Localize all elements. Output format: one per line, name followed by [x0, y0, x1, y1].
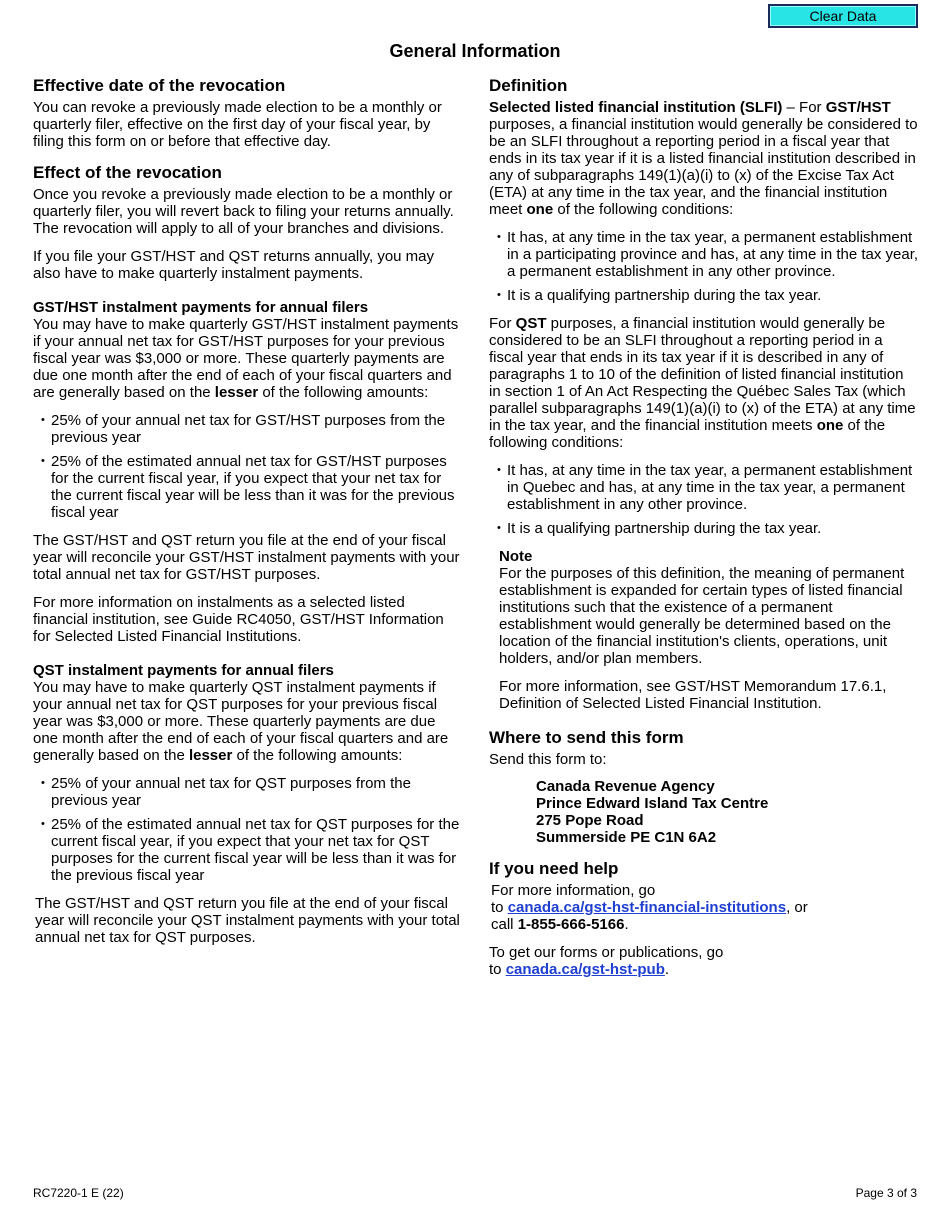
- page-title: General Information: [389, 41, 561, 61]
- text-span: to: [491, 899, 508, 916]
- one-bold: one: [816, 417, 844, 434]
- note-more-info: For more information, see GST/HST Memorandum 17.6.1, Definition of Selected Listed Financial Institution.: [499, 678, 887, 712]
- text-span: You may have to make quarterly QST instalment payments if your annual net tax for QST purposes for your previous fiscal year was $3,000 or more. These quarterly payments are due one month after the end of each of your fiscal quarters and are generally based on the: [33, 679, 449, 764]
- text-span: .: [624, 916, 629, 933]
- text-span: call: [491, 916, 518, 933]
- one-bold: one: [526, 201, 554, 218]
- text-span: , or: [786, 899, 808, 916]
- text-span: of the following conditions:: [489, 417, 886, 451]
- text-span: .: [664, 961, 670, 978]
- effect-revocation-section: [33, 163, 463, 282]
- help-heading: If you need help: [489, 859, 619, 878]
- publications-link[interactable]: canada.ca/gst-hst-pub: [505, 961, 665, 978]
- text-span: purposes, a financial institution would generally be considered to be an SLFI throughout a reporting period in a fiscal year that ends in its tax year if it is described in any of paragraphs 1 to 10 of the definition of listed financial institution in section 1 of An Act Respecting the Québec Sales Tax (which parallel subparagraphs 149(1)(a)(i) to (x) of the ETA) at any time in the tax year, and the financial institution meets: [489, 315, 916, 434]
- list-item: • 25% of the estimated annual net tax for GST/HST purposes for the current fiscal year, if you expect that your net tax for the current fiscal year will be less than it was for the previous fiscal year: [33, 453, 463, 521]
- qst-reconcile-text: The GST/HST and QST return you file at the end of your fiscal year will reconcile your QST instalment payments with your total annual net tax for QST purposes.: [35, 895, 460, 946]
- slfi-qst-text: [489, 315, 919, 451]
- text-span: For more information, go: [491, 882, 656, 899]
- effective-date-section: [33, 76, 463, 150]
- mailing-address: [489, 778, 919, 846]
- list-item: • 25% of the estimated annual net tax for QST purposes for the current fiscal year, if you expect that your net tax for QST purposes for the current fiscal year will be less than it was for the previous fiscal year: [33, 816, 463, 884]
- send-intro: Send this form to:: [489, 751, 607, 768]
- list-item: • It has, at any time in the tax year, a permanent establishment in Quebec and has, at any time in the tax year, a permanent establishment in any other province.: [489, 462, 919, 513]
- help-info-text: [489, 882, 919, 933]
- form-id: RC7220-1 E (22): [33, 1186, 124, 1200]
- gst-bold: GST/HST: [825, 99, 891, 116]
- effective-date-heading: Effective date of the revocation: [33, 76, 286, 95]
- text-span: of the following amounts:: [258, 384, 429, 401]
- qst-instalment-section: [33, 662, 463, 946]
- gst-instalment-text: [33, 316, 463, 401]
- qst-instalment-list: [33, 775, 463, 884]
- qst-conditions-list: [489, 462, 919, 537]
- right-column: [489, 76, 919, 989]
- slfi-term: Selected listed financial institution (SLFI): [489, 99, 783, 116]
- note-block: [489, 548, 919, 712]
- list-item: • It has, at any time in the tax year, a permanent establishment in a participating province and has, at any time in the tax year, a permanent establishment in any other province.: [489, 229, 919, 280]
- address-line: 275 Pope Road: [536, 812, 644, 829]
- gst-instalment-heading: GST/HST instalment payments for annual filers: [33, 299, 369, 316]
- where-to-send-section: [489, 728, 919, 846]
- gst-instalment-section: [33, 299, 463, 645]
- text-span: – For: [782, 99, 826, 116]
- gst-reconcile-text: The GST/HST and QST return you file at the end of your fiscal year will reconcile your GST/HST instalment payments with your total annual net tax for GST/HST purposes.: [33, 532, 460, 583]
- address-line: Summerside PE C1N 6A2: [536, 829, 717, 846]
- effect-revocation-text: Once you revoke a previously made election to be a monthly or quarterly filer, you will revert back to filing your returns annually. The revocation will apply to all of your branches and divisions.: [33, 186, 454, 237]
- text-span: of the following amounts:: [232, 747, 403, 764]
- effect-revocation-heading: Effect of the revocation: [33, 163, 222, 182]
- financial-institutions-link[interactable]: canada.ca/gst-hst-financial-institutions: [507, 899, 787, 916]
- where-to-send-heading: Where to send this form: [489, 728, 684, 747]
- list-item: • It is a qualifying partnership during the tax year.: [489, 287, 919, 304]
- phone-number: 1-855-666-5166: [517, 916, 625, 933]
- effective-date-text: You can revoke a previously made election to be a monthly or quarterly filer, effective on the first day of your fiscal year, by filing this form on or before that effective day.: [33, 99, 442, 150]
- left-column: [33, 76, 463, 957]
- slfi-gst-text: [489, 99, 919, 218]
- address-line: Canada Revenue Agency: [536, 778, 715, 795]
- text-span: You may have to make quarterly GST/HST instalment payments if your annual net tax for GST/HST purposes for your previous fiscal year was $3,000 or more. These quarterly payments are due one month after the end of each of your fiscal quarters and are generally based on the: [33, 316, 459, 401]
- qst-instalment-text: [33, 679, 463, 764]
- definition-heading: Definition: [489, 76, 568, 95]
- list-item: • It is a qualifying partnership during the tax year.: [489, 520, 919, 537]
- annual-filing-text: If you file your GST/HST and QST returns annually, you may also have to make quarterly instalment payments.: [33, 248, 435, 282]
- page-number: Page 3 of 3: [855, 1186, 917, 1200]
- text-span: For: [489, 315, 516, 332]
- lesser-bold: lesser: [214, 384, 259, 401]
- list-item: • 25% of your annual net tax for GST/HST purposes from the previous year: [33, 412, 463, 446]
- gst-conditions-list: [489, 229, 919, 304]
- qst-instalment-heading: QST instalment payments for annual filers: [33, 662, 334, 679]
- definition-section: [489, 76, 919, 712]
- address-line: Prince Edward Island Tax Centre: [536, 795, 769, 812]
- help-section: [489, 859, 919, 978]
- note-heading: Note: [499, 548, 533, 565]
- note-text: For the purposes of this definition, the meaning of permanent establishment is expanded for certain types of listed financial institutions such that the existence of a permanent establishment would generally be determined based on the location of the financial institution's clients, operations, unit holders, and/or plan members.: [499, 565, 905, 667]
- list-item: • 25% of your annual net tax for QST purposes from the previous year: [33, 775, 463, 809]
- lesser-bold: lesser: [188, 747, 233, 764]
- help-forms-text: [489, 944, 919, 978]
- qst-bold: QST: [515, 315, 547, 332]
- text-span: purposes, a financial institution would generally be considered to be an SLFI throughout a reporting period in a fiscal year that ends in its tax year if it is a listed financial institution described in any of subparagraphs 149(1)(a)(i) to (x) of the Excise Tax Act (ETA) at any time in the tax year, and the financial institution meet: [489, 116, 918, 218]
- gst-more-info-text: For more information on instalments as a selected listed financial institution, see Guide RC4050, GST/HST Information for Selected Listed Financial Institutions.: [33, 594, 444, 645]
- text-span: of the following conditions:: [553, 201, 734, 218]
- gst-instalment-list: [33, 412, 463, 521]
- clear-data-button[interactable]: Clear Data: [768, 4, 918, 28]
- text-span: To get our forms or publications, go: [489, 944, 724, 961]
- text-span: to: [489, 961, 506, 978]
